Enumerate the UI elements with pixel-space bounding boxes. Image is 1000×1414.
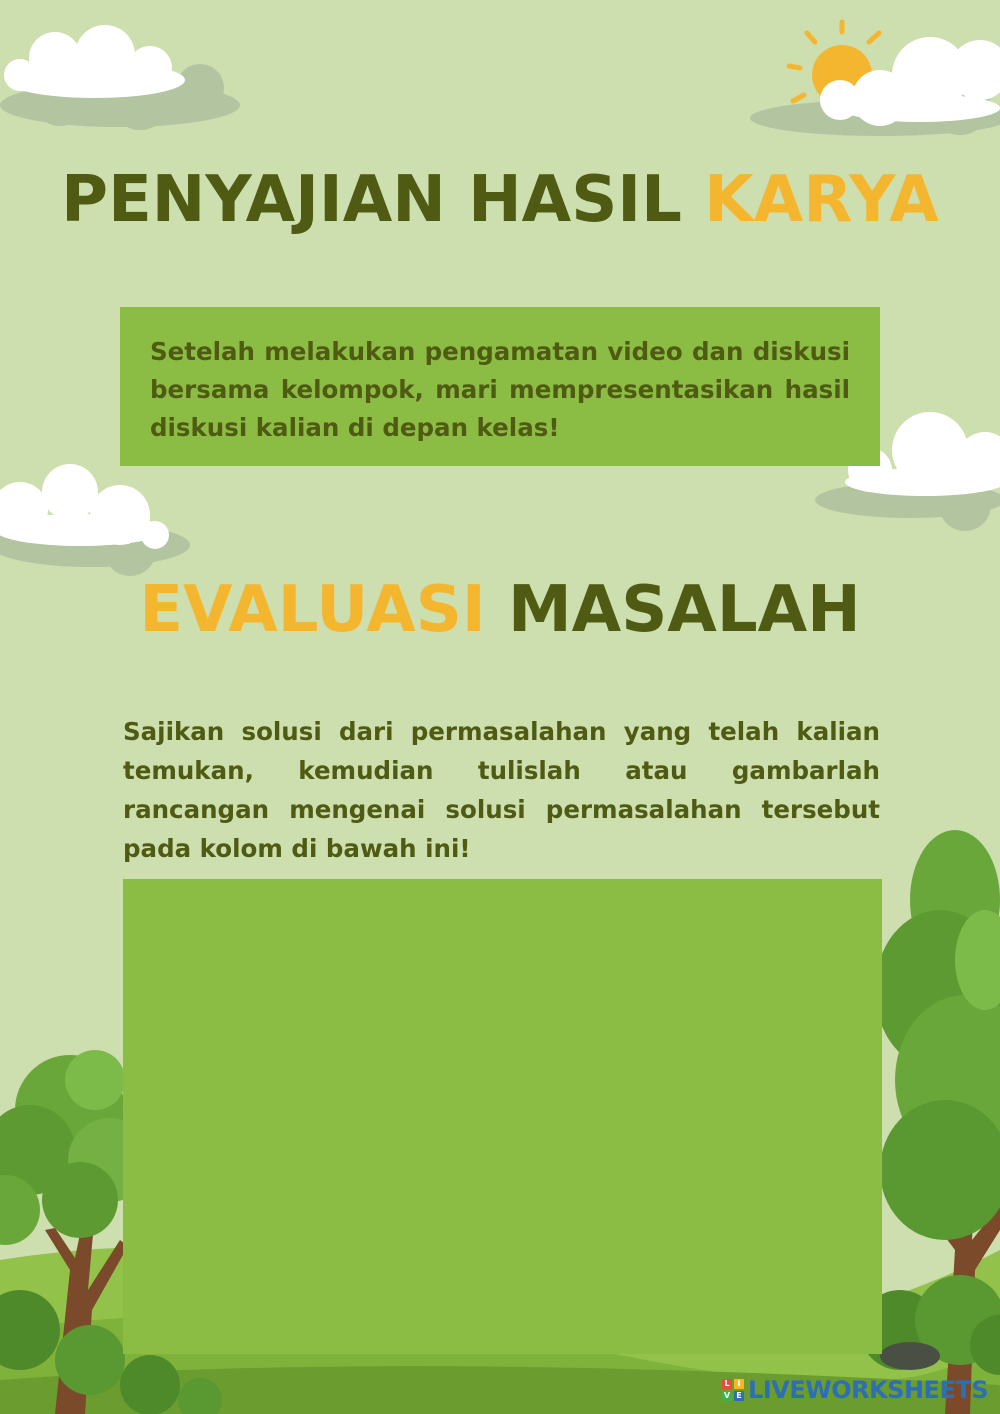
cloud-icon bbox=[0, 464, 190, 576]
instructions bbox=[123, 712, 880, 868]
brand-mark-letter: E bbox=[734, 1391, 744, 1401]
page-title-accent: KARYA bbox=[704, 163, 939, 237]
brand-logo bbox=[722, 1374, 988, 1406]
page-title-main: PENYAJIAN HASIL bbox=[61, 163, 682, 237]
answer-box[interactable] bbox=[123, 879, 882, 1354]
brand-mark-icon bbox=[722, 1379, 744, 1401]
section-title-main: MASALAH bbox=[507, 573, 861, 647]
instructions-text: Sajikan solusi dari permasalahan yang telah kalian temukan, kemudian tulislah atau gambarlah rancangan mengenai solusi permasalahan tersebut pada kolom di bawah ini! bbox=[123, 717, 880, 863]
section-title-accent: EVALUASI bbox=[139, 573, 486, 647]
brand-mark-letter: L bbox=[722, 1379, 732, 1389]
intro-box bbox=[120, 307, 880, 466]
page-title bbox=[0, 163, 1000, 237]
brand-name: LIVEWORKSHEETS bbox=[748, 1376, 988, 1404]
cloud-icon bbox=[750, 37, 1000, 136]
section-title bbox=[0, 573, 1000, 647]
brand-mark-letter: I bbox=[734, 1379, 744, 1389]
cloud-icon bbox=[0, 25, 240, 130]
intro-text: Setelah melakukan pengamatan video dan diskusi bersama kelompok, mari mempresentasikan hasil diskusi kalian di depan kelas! bbox=[150, 337, 850, 442]
brand-mark-letter: V bbox=[723, 1391, 731, 1400]
